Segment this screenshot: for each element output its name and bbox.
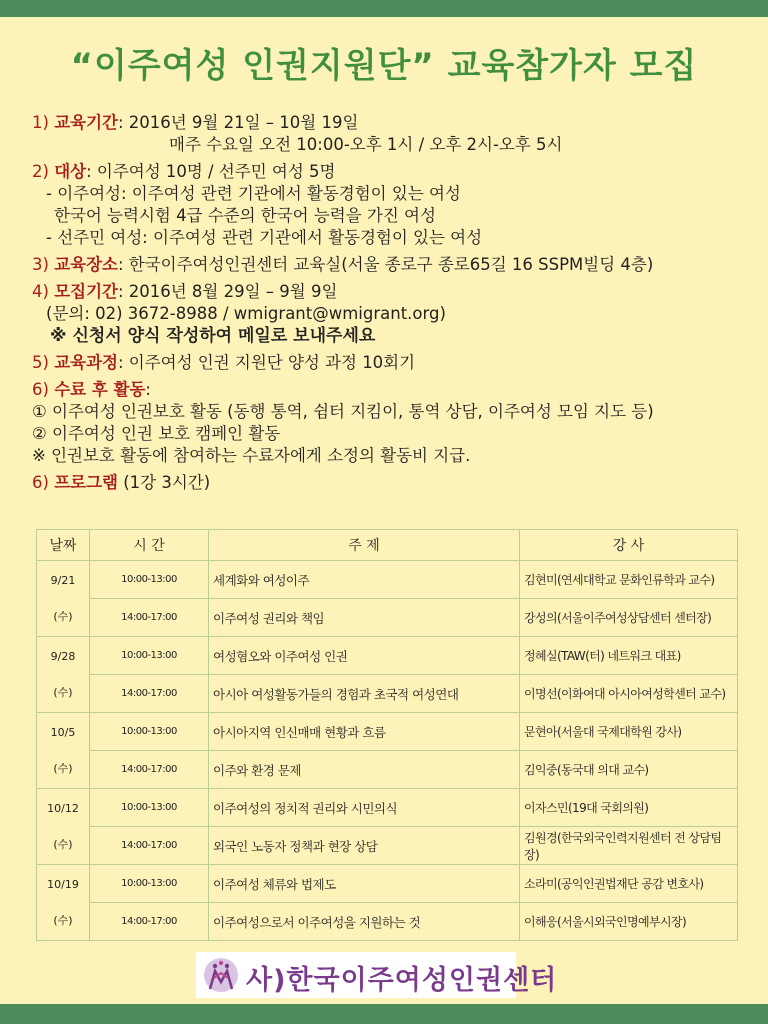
info-section — [32, 112, 752, 494]
target-text: : 이주여성 10명 / 선주민 여성 5명 — [86, 162, 336, 181]
header-instructor: 강 사 — [520, 530, 738, 561]
session-instructor: 이명선(이화여대 아시아여성학센터 교수) — [520, 675, 738, 713]
contact-line: (문의: 02) 3672-8988 / wmigrant@wmigrant.org) — [46, 304, 446, 323]
session-time: 14:00-17:00 — [90, 599, 209, 637]
recruit-text: : 2016년 8월 29일 – 9월 9일 — [117, 282, 338, 301]
session-time: 10:00-13:00 — [90, 637, 209, 675]
session-topic: 아시아 여성활동가들의 경험과 초국적 여성연대 — [209, 675, 520, 713]
section-label: 모집기간 — [54, 282, 118, 301]
venue-line — [32, 254, 752, 276]
session-day: (수) — [53, 685, 73, 699]
section-label: 교육기간 — [54, 113, 118, 132]
target-item: - 이주여성: 이주여성 관련 기관에서 활동경험이 있는 여성 — [46, 184, 461, 203]
activity-line — [32, 379, 752, 401]
session-instructor: 문현아(서울대 국제대학원 강사) — [520, 713, 738, 751]
table-row — [37, 599, 738, 637]
session-time: 14:00-17:00 — [90, 903, 209, 941]
session-instructor: 김현미(연세대학교 문화인류학과 교수) — [520, 561, 738, 599]
session-instructor: 정혜실(TAW(터) 네트워크 대표) — [520, 637, 738, 675]
session-time: 10:00-13:00 — [90, 865, 209, 903]
section-number: 5) — [32, 353, 55, 372]
program-table-body — [37, 561, 738, 941]
target-item: - 선주민 여성: 이주여성 관련 기관에서 활동경험이 있는 여성 — [46, 228, 483, 247]
activity-item: ※ 인권보호 활동에 참여하는 수료자에게 소정의 활동비 지급. — [32, 446, 471, 465]
session-instructor: 이해응(서울시외국인명예부시장) — [520, 903, 738, 941]
section-label: 대상 — [54, 162, 87, 181]
top-bar — [0, 0, 768, 17]
table-row — [37, 713, 738, 751]
activity-item: ② 이주여성 인권 보호 캠페인 활동 — [32, 424, 281, 443]
session-instructor: 강성의(서울이주여성상담센터 센터장) — [520, 599, 738, 637]
session-topic: 여성혐오와 이주여성 인권 — [209, 637, 520, 675]
session-date: 10/5 — [50, 725, 76, 739]
session-date: 10/19 — [47, 877, 79, 891]
session-instructor: 김원경(한국외국인력지원센터 전 상담팀장) — [520, 827, 738, 865]
session-date-cell — [37, 561, 90, 637]
session-topic: 이주여성 권리와 책임 — [209, 599, 520, 637]
section-number: 1) — [32, 113, 55, 132]
page-title: “이주여성 인권지원단” 교육참가자 모집 — [70, 46, 698, 86]
activity-colon: : — [145, 380, 151, 399]
table-row — [37, 865, 738, 903]
session-date: 9/21 — [50, 573, 76, 587]
session-topic: 이주여성의 정치적 권리와 시민의식 — [209, 789, 520, 827]
period-line — [32, 112, 752, 134]
section-label: 수료 후 활동 — [54, 380, 146, 399]
session-topic: 이주여성으로서 이주여성을 지원하는 것 — [209, 903, 520, 941]
schedule-line: 매주 수요일 오전 10:00-오후 1시 / 오후 2시-오후 5시 — [169, 135, 563, 154]
session-time: 14:00-17:00 — [90, 675, 209, 713]
header-topic: 주 제 — [209, 530, 520, 561]
table-row — [37, 561, 738, 599]
session-time: 14:00-17:00 — [90, 827, 209, 865]
session-date-cell — [37, 789, 90, 865]
table-row — [37, 637, 738, 675]
session-date: 9/28 — [50, 649, 76, 663]
organization-logo — [196, 952, 558, 998]
table-row — [37, 827, 738, 865]
table-header-row — [37, 530, 738, 561]
session-topic: 아시아지역 인신매매 현황과 흐름 — [209, 713, 520, 751]
target-line — [32, 161, 752, 183]
section-label: 프로그램 — [54, 473, 118, 492]
logo-text: 사)한국이주여성인권센터 — [246, 965, 558, 996]
session-instructor: 소라미(공익인권법재단 공감 변호사) — [520, 865, 738, 903]
header-time: 시 간 — [90, 530, 209, 561]
logo-emblem-icon — [200, 956, 242, 994]
session-topic: 외국인 노동자 정책과 현장 상담 — [209, 827, 520, 865]
session-topic: 이주와 환경 문제 — [209, 751, 520, 789]
section-number: 2) — [32, 162, 55, 181]
session-time: 10:00-13:00 — [90, 713, 209, 751]
session-topic: 세계화와 여성이주 — [209, 561, 520, 599]
program-table — [36, 529, 738, 941]
session-topic: 이주여성 체류와 법제도 — [209, 865, 520, 903]
section-number: 6) — [32, 380, 55, 399]
session-time: 14:00-17:00 — [90, 751, 209, 789]
session-date-cell — [37, 713, 90, 789]
session-date: 10/12 — [47, 801, 79, 815]
header-date: 날짜 — [37, 530, 90, 561]
table-row — [37, 751, 738, 789]
section-number: 4) — [32, 282, 55, 301]
table-row — [37, 675, 738, 713]
section-number: 6) — [32, 473, 55, 492]
course-line — [32, 352, 752, 374]
session-time: 10:00-13:00 — [90, 789, 209, 827]
session-instructor: 이자스민(19대 국회의원) — [520, 789, 738, 827]
session-instructor: 김익중(동국대 의대 교수) — [520, 751, 738, 789]
program-note: (1강 3시간) — [117, 473, 211, 492]
section-number: 3) — [32, 255, 55, 274]
target-item: 한국어 능력시험 4급 수준의 한국어 능력을 가진 여성 — [54, 206, 436, 225]
course-text: : 이주여성 인권 지원단 양성 과정 10회기 — [117, 353, 416, 372]
table-row — [37, 903, 738, 941]
session-time: 10:00-13:00 — [90, 561, 209, 599]
session-day: (수) — [53, 837, 73, 851]
session-date-cell — [37, 637, 90, 713]
program-line — [32, 472, 752, 494]
session-day: (수) — [53, 761, 73, 775]
session-day: (수) — [53, 913, 73, 927]
activity-item: ① 이주여성 인권보호 활동 (동행 통역, 쉼터 지킴이, 통역 상담, 이주여성 모임 지도 등) — [32, 402, 654, 421]
venue-text: : 한국이주여성인권센터 교육실(서울 종로구 종로65길 16 SSPM빌딩 4층) — [117, 255, 654, 274]
session-day: (수) — [53, 609, 73, 623]
session-date-cell — [37, 865, 90, 941]
recruit-line — [32, 281, 752, 303]
section-label: 교육과정 — [54, 353, 118, 372]
period-text: : 2016년 9월 21일 – 10월 19일 — [117, 113, 359, 132]
section-label: 교육장소 — [54, 255, 118, 274]
table-row — [37, 789, 738, 827]
notice-line: ※ 신청서 양식 작성하여 메일로 보내주세요 — [50, 326, 376, 346]
bottom-bar — [0, 1004, 768, 1024]
